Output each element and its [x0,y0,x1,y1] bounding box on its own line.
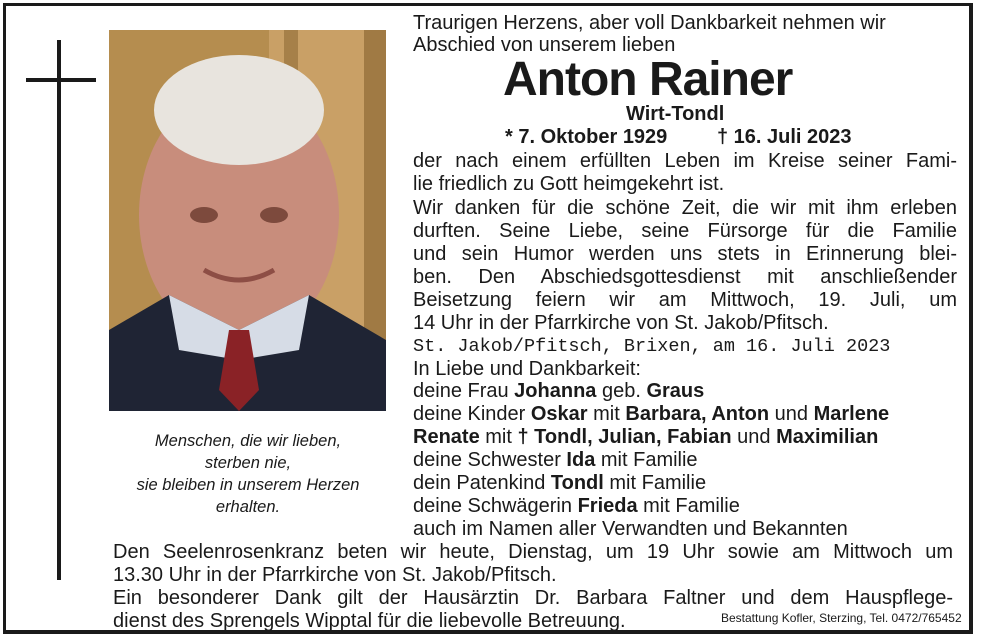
bottom-line: dienst des Sprengels Wipptal für die liebevolle Betreuung. [113,610,626,632]
bottom-line: Den Seelenrosenkranz beten wir heute, Dienstag, um 19 Uhr sowie am Mittwoch um [113,541,953,563]
place-date: St. Jakob/Pfitsch, Brixen, am 16. Juli 2023 [413,336,891,357]
body-line: Wir danken für die schöne Zeit, die wir mit ihm erleben [413,197,957,219]
mourners-intro: In Liebe und Dankbarkeit: [413,358,641,380]
body-line: lie friedlich zu Gott heimgekehrt ist. [413,173,725,195]
memorial-quote: Menschen, die wir lieben, sterben nie, sie bleiben in unserem Herzen erhalten. [136,432,360,516]
body-line: Beisetzung feiern wir am Mittwoch, 19. Juli, um [413,289,957,311]
mourner-line: Renate mit † Tondl, Julian, Fabian und Maximilian [413,426,879,448]
body-line: 14 Uhr in der Pfarrkirche von St. Jakob/Pfitsch. [413,312,829,334]
mourner-line: dein Patenkind Tondl mit Familie [413,472,707,494]
mourner-line: deine Schwester Ida mit Familie [413,449,698,471]
mourner-line: deine Frau Johanna geb. Graus [413,380,705,402]
mourner-line: auch im Namen aller Verwandten und Bekannten [413,518,848,540]
body-line: und sein Humor werden uns stets in Erinnerung blei- [413,243,957,265]
body-line: der nach einem erfüllten Leben im Kreise seiner Fami- [413,150,957,172]
body-line: durften. Seine Liebe, seine Fürsorge für die Familie [413,220,957,242]
birth-date: * 7. Oktober 1929 [505,126,668,148]
intro-line: Traurigen Herzens, aber voll Dankbarkeit nehmen wir [413,12,886,34]
intro-line: Abschied von unserem lieben [413,34,676,56]
deceased-nickname: Wirt-Tondl [626,103,725,125]
mourner-line: deine Kinder Oskar mit Barbara, Anton und Marlene [413,403,890,425]
mourner-line: deine Schwägerin Frieda mit Familie [413,495,740,517]
bottom-line: Ein besonderer Dank gilt der Hausärztin Dr. Barbara Faltner und dem Hauspflege- [113,587,953,609]
deceased-name: Anton Rainer [503,53,793,106]
bottom-line: 13.30 Uhr in der Pfarrkirche von St. Jakob/Pfitsch. [113,564,557,586]
portrait-photo [109,30,386,411]
death-date: † 16. Juli 2023 [717,126,852,148]
funeral-home-credit: Bestattung Kofler, Sterzing, Tel. 0472/765452 [721,611,962,625]
body-line: ben. Den Abschiedsgottesdienst mit anschließender [413,266,957,288]
